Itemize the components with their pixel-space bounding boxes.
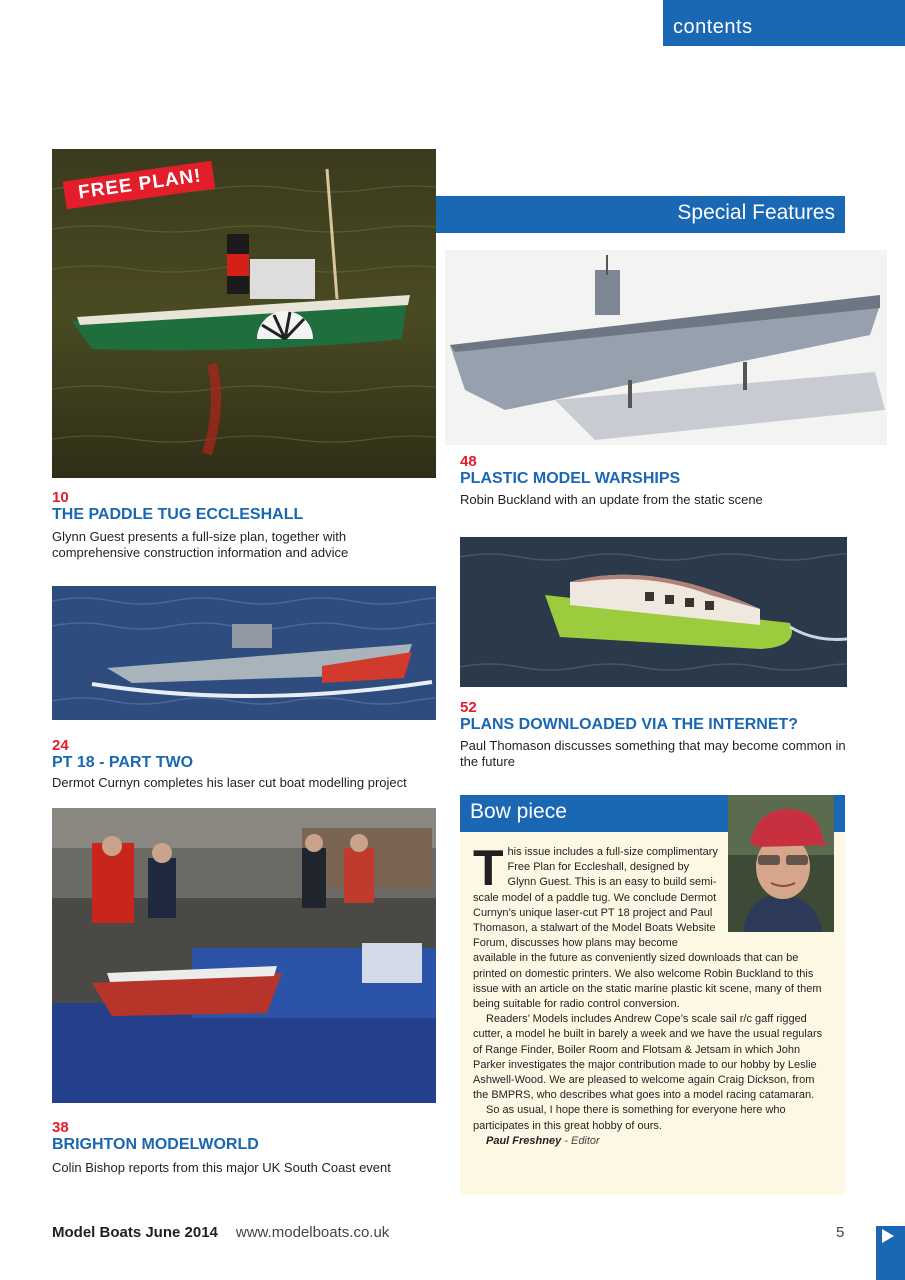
editor-name: Paul Freshney bbox=[486, 1134, 562, 1147]
feature-item-52[interactable] bbox=[460, 700, 850, 770]
feature-description: Colin Bishop reports from this major UK South Coast event bbox=[52, 1160, 391, 1175]
section-tab-contents: contents bbox=[663, 0, 905, 46]
feature-description: Robin Buckland with an update from the static scene bbox=[460, 492, 763, 507]
feature-title: PLASTIC MODEL WARSHIPS bbox=[460, 470, 681, 487]
page-footer bbox=[52, 1224, 389, 1241]
feature-title: PLANS DOWNLOADED VIA THE INTERNET? bbox=[460, 716, 799, 733]
brighton-modelworld-photo bbox=[52, 808, 436, 1103]
launch-photo bbox=[460, 537, 847, 687]
bow-paragraph-1 bbox=[473, 840, 825, 1012]
drop-cap: T bbox=[473, 840, 504, 896]
feature-description: Glynn Guest presents a full-size plan, together with comprehensive construction information and advice bbox=[52, 529, 349, 560]
feature-description: Dermot Curnyn completes his laser cut boat modelling project bbox=[52, 775, 407, 790]
feature-page: 48 bbox=[460, 453, 477, 470]
bow-paragraph-2: Readers’ Models includes Andrew Cope’s scale sail r/c gaff rigged cutter, a model he built in barely a week and we have the usual regulars of Range Finder, Boiler Room and Flotsam & Jetsam in which John Parker investigates the major contribution made to our hobby by Leslie Ashwell-Wood. We are pleased to welcome again Craig Dickson, from the BMPRS, who describes what goes into a model racing catamaran. bbox=[473, 1013, 823, 1102]
feature-page: 10 bbox=[52, 489, 69, 506]
website-link[interactable]: www.modelboats.co.uk bbox=[235, 1224, 390, 1241]
free-plan-badge: FREE PLAN! bbox=[63, 161, 215, 210]
special-features-heading: Special Features bbox=[436, 196, 845, 233]
bow-piece-text bbox=[473, 840, 825, 1149]
bow-paragraph-3: So as usual, I hope there is something for everyone here who participates in this great hobby of ours. bbox=[473, 1104, 786, 1132]
feature-title: PT 18 - PART TWO bbox=[52, 754, 194, 771]
bow-paragraph-1-text: his issue includes a full-size complimentary Free Plan for Eccleshall, designed by Glynn Guest. This is an easy to build semi-scale model of a paddle tug. We conclude Dermot Curnyn’s unique laser-cut PT 18 project and Paul Thomason, a stalwart of the Model Boats Website Forum, discusses how plans may become available in the future as conveniently sized downloads that can be printed on domestic printers. We also welcome Robin Buckland to this issue with an article on the static marine plastic kit scene, many of them being suitable for radio control conversion. bbox=[473, 846, 822, 1011]
feature-page: 52 bbox=[460, 699, 477, 716]
magazine-issue: Model Boats June 2014 bbox=[52, 1224, 218, 1241]
play-arrow-icon bbox=[882, 1229, 894, 1243]
editor-signature bbox=[473, 1134, 825, 1149]
warship-photo bbox=[445, 250, 887, 445]
feature-item-38[interactable] bbox=[52, 1120, 442, 1176]
feature-item-10[interactable] bbox=[52, 490, 436, 561]
editor-role: - Editor bbox=[561, 1134, 600, 1147]
feature-item-48[interactable] bbox=[460, 454, 850, 508]
feature-description: Paul Thomason discusses something that may become common in the future bbox=[460, 738, 846, 769]
feature-title: BRIGHTON MODELWORLD bbox=[52, 1136, 259, 1153]
editor-photo-spacer bbox=[719, 845, 828, 937]
bow-piece-heading-strip bbox=[834, 795, 845, 832]
feature-page: 24 bbox=[52, 737, 69, 754]
pt18-photo bbox=[52, 586, 436, 720]
feature-page: 38 bbox=[52, 1119, 69, 1136]
feature-title: THE PADDLE TUG ECCLESHALL bbox=[52, 506, 304, 523]
feature-item-24[interactable] bbox=[52, 738, 442, 791]
paddle-tug-photo bbox=[52, 149, 436, 478]
bow-piece-heading: Bow piece bbox=[460, 795, 728, 832]
next-page-button[interactable] bbox=[876, 1226, 905, 1280]
page-number: 5 bbox=[836, 1224, 845, 1241]
